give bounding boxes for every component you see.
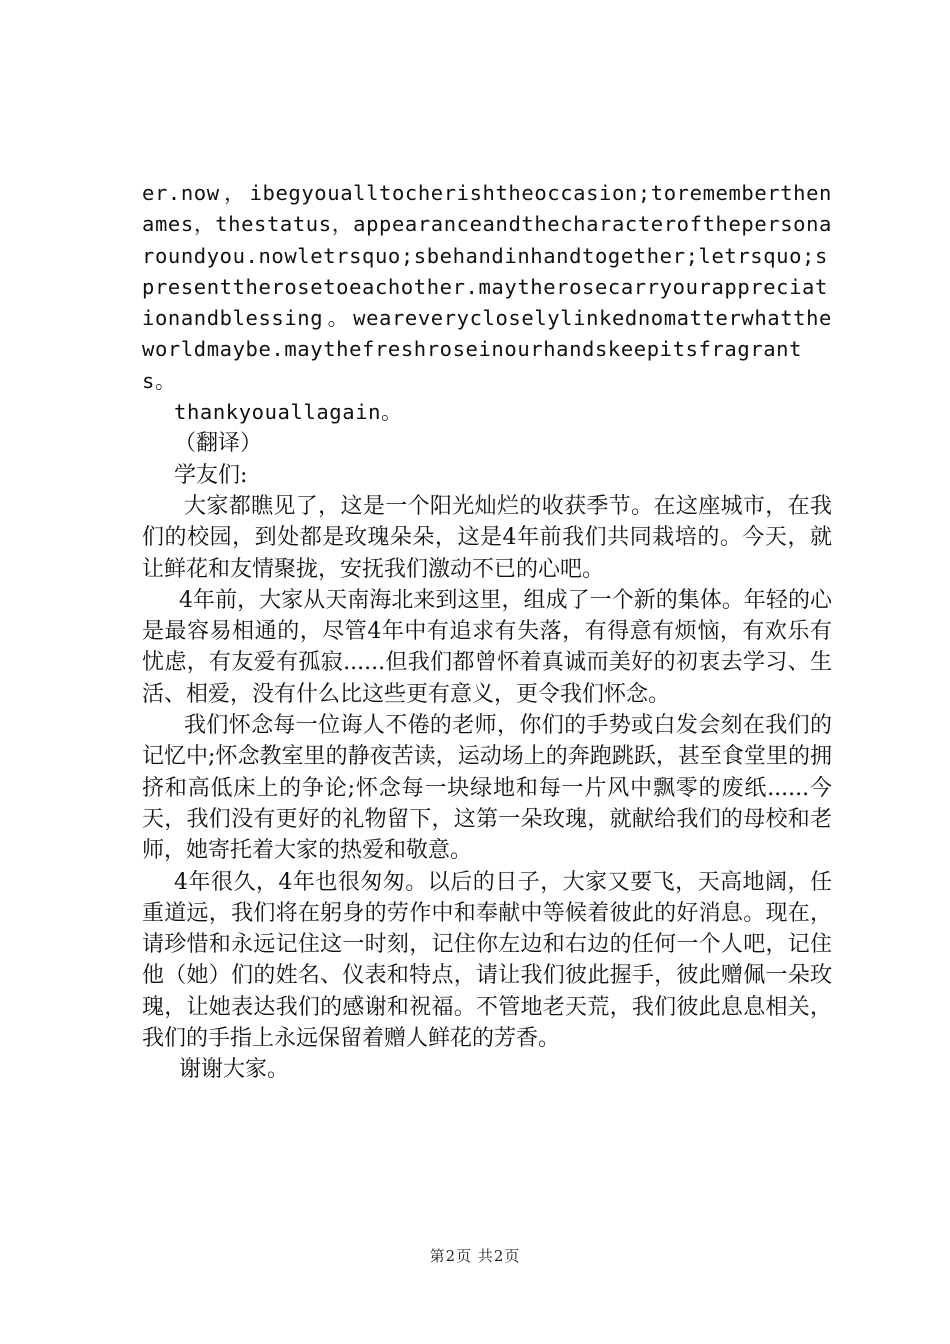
document-body [142, 178, 832, 1086]
paragraph-four-years-ago: 4年前，大家从天南海北来到这里，组成了一个新的集体。年轻的心是最容易相通的，尽管4年中有追求有失落，有得意有烦恼，有欢乐有忧虑，有友爱有孤寂......但我们都曾怀着真诚而美好的初衷去学习、生活、相爱，没有什么比这些更有意义，更令我们怀念。 [142, 587, 832, 707]
paragraph-harvest-season: 大家都瞧见了，这是一个阳光灿烂的收获季节。在这座城市，在我们的校园，到处都是玫瑰朵朵，这是4年前我们共同栽培的。今天，就让鲜花和友情聚拢，安抚我们激动不已的心吧。 [142, 493, 832, 582]
english-closing-line: thankyouallagain。 [174, 400, 403, 425]
paragraph-we-miss: 我们怀念每一位诲人不倦的老师，你们的手势或白发会刻在我们的记忆中;怀念教室里的静夜苦读，运动场上的奔跑跳跃，甚至食堂里的拥挤和高低床上的争论;怀念每一块绿地和每一片风中飘零的废纸......今天，我们没有更好的礼物留下，这第一朵玫瑰，就献给我们的母校和老师，她寄托着大家的热爱和敬意。 [142, 713, 832, 864]
english-paragraph: er.now，ibegyoualltocherishtheoccasion;torememberthenames，thestatus，appearanceandthecharacterofthepersonaroundyou.nowletrsquo;sbehandinhandtogether;letrsquo;spresenttherosetoeachother.maytherosecarryourappreciationandblessing。weareverycloselylinkednomatterwhattheworldmaybe.maythefreshroseinourhandskeepitsfragrants。 [142, 181, 832, 393]
paragraph-four-years-long: 4年很久，4年也很匆匆。以后的日子，大家又要飞，天高地阔，任重道远，我们将在躬身的劳作中和奉献中等候着彼此的好消息。现在，请珍惜和永远记住这一时刻，记住你左边和右边的任何一个人吧，记住他（她）们的姓名、仪表和特点，请让我们彼此握手，彼此赠佩一朵玫瑰，让她表达我们的感谢和祝福。不管地老天荒，我们彼此息息相关，我们的手指上永远保留着赠人鲜花的芳香。 [142, 869, 832, 1052]
page-footer: 第2页 共2页 [429, 1247, 521, 1265]
translation-heading: （翻译） [174, 431, 263, 457]
salutation: 学友们: [174, 462, 248, 488]
closing-thanks: 谢谢大家。 [179, 1057, 290, 1083]
